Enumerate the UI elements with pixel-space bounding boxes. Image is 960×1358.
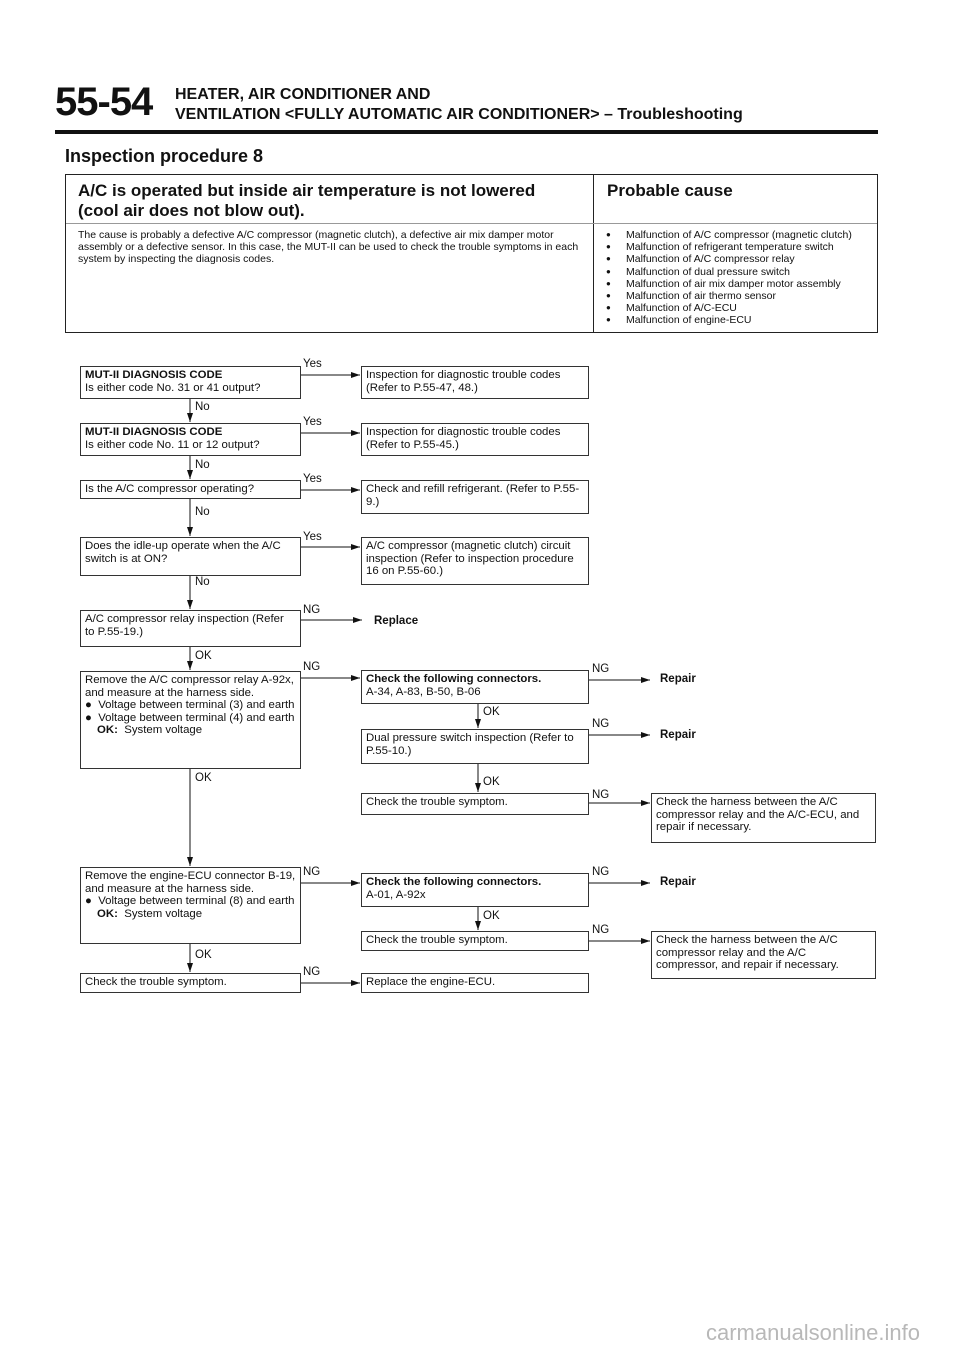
- dp-text: Dual pressure switch inspection (Refer to P.55-10.): [366, 732, 574, 757]
- dp-ng-action: Repair: [660, 729, 696, 741]
- q3-yes-action: [361, 480, 589, 514]
- c2-connector-check: [361, 873, 589, 907]
- q5-ok-label: OK: [195, 650, 212, 662]
- q1-yes-label: Yes: [303, 358, 322, 370]
- ts3-ng-text: Replace the engine-ECU.: [366, 976, 496, 988]
- q4-idle-up-check: [80, 537, 301, 576]
- c1-ok-label: OK: [483, 706, 500, 718]
- q3-no-label: No: [195, 506, 210, 518]
- cause-item: ● Malfunction of dual pressure switch: [606, 266, 876, 278]
- c1-connectors: A-34, A-83, B-50, B-06: [366, 685, 481, 698]
- q6-instruction: Remove the A/C compressor relay A-92x, and measure at the harness side.: [85, 674, 294, 699]
- watermark: carmanualsonline.info: [705, 1320, 920, 1345]
- c1-ng-action: Repair: [660, 673, 696, 685]
- cause-item: ● Malfunction of A/C-ECU: [606, 302, 876, 314]
- q6-ok-label: OK:: [97, 724, 118, 737]
- q3-question: Is the A/C compressor operating?: [85, 483, 255, 495]
- q3-yes-text: Check and refill refrigerant. (Refer to P.55-9.): [366, 483, 580, 508]
- cause-item: ● Malfunction of A/C compressor (magnetic clutch): [606, 229, 876, 241]
- ts3-ng-action: [361, 973, 589, 993]
- q3-yes-label: Yes: [303, 473, 322, 485]
- ts3-text: Check the trouble symptom.: [85, 976, 227, 988]
- q6-bullet-terminal-4: ● Voltage between terminal (4) and earth: [85, 711, 295, 724]
- q6-ok-condition: [85, 724, 296, 737]
- q1-yes-action: [361, 366, 589, 399]
- q1-title: MUT-II DIAGNOSIS CODE: [85, 369, 223, 381]
- q4-yes-label: Yes: [303, 531, 322, 543]
- q2-yes-label: Yes: [303, 416, 322, 428]
- q2-diagnosis-code-11-12: [80, 423, 301, 456]
- q6-bullet-terminal-3: ● Voltage between terminal (3) and earth: [85, 699, 295, 712]
- ts1-ng-text: Check the harness between the A/C compressor relay and the A/C-ECU, and repair if necessary.: [656, 796, 860, 834]
- ts1-ng-action: [651, 793, 876, 843]
- ts2-ng-action: [651, 931, 876, 979]
- q7-bullet-terminal-8: ● Voltage between terminal (8) and earth: [85, 895, 295, 908]
- c2-title: Check the following connectors.: [366, 876, 542, 888]
- q6-bullet1-text: Voltage between terminal (3) and earth: [98, 699, 295, 712]
- q4-question: Does the idle-up operate when the A/C switch is at ON?: [85, 540, 281, 565]
- q2-question: Is either code No. 11 or 12 output?: [85, 438, 260, 451]
- c1-ng-label: NG: [592, 663, 610, 675]
- page-header-line1: HEATER, AIR CONDITIONER AND: [175, 86, 431, 103]
- cause-item: ● Malfunction of A/C compressor relay: [606, 253, 876, 265]
- q5-ng-label: NG: [303, 604, 321, 616]
- c1-connector-check: [361, 670, 589, 704]
- c2-ng-label: NG: [592, 866, 610, 878]
- q7-engine-ecu-voltage-measure: [80, 867, 301, 944]
- ts2-ng-text: Check the harness between the A/C compressor relay and the A/C compressor, and repair if necessary.: [656, 934, 839, 972]
- cause-item: ● Malfunction of refrigerant temperature switch: [606, 241, 876, 253]
- q6-ok-value: System voltage: [124, 724, 203, 737]
- page-number: 55-54: [55, 80, 153, 124]
- q1-question: Is either code No. 31 or 41 output?: [85, 381, 261, 394]
- dp-ok-label: OK: [483, 776, 500, 788]
- c2-ok-label: OK: [483, 910, 500, 922]
- q2-no-label: No: [195, 459, 210, 471]
- c1-title: Check the following connectors.: [366, 673, 542, 685]
- ts2-trouble-symptom: [361, 931, 589, 951]
- q4-no-label: No: [195, 576, 210, 588]
- cause-item: ● Malfunction of engine-ECU: [606, 314, 876, 326]
- q7-bullet1-text: Voltage between terminal (8) and earth: [98, 895, 295, 908]
- q4-yes-action: [361, 537, 589, 585]
- q7-ok-condition: [85, 908, 296, 921]
- q6-bullet2-text: Voltage between terminal (4) and earth: [98, 711, 295, 724]
- page-header-line2: VENTILATION <FULLY AUTOMATIC AIR CONDITIONER> – Troubleshooting: [175, 106, 743, 123]
- symptom-description: The cause is probably a defective A/C compressor (magnetic clutch), a defective air mix damper motor assembly or a defective sensor. In this case, the MUT-II can be used to check the trouble symptoms in each system by inspecting the diagnosis codes.: [78, 229, 579, 266]
- q4-yes-text: A/C compressor (magnetic clutch) circuit inspection (Refer to inspection procedure 16 on P.55-60.): [366, 540, 574, 578]
- q7-ok-value: System voltage: [124, 907, 203, 920]
- probable-cause-title: Probable cause: [607, 181, 733, 200]
- q6-relay-voltage-measure: [80, 671, 301, 769]
- q6-ng-label: NG: [303, 661, 321, 673]
- ts2-ng-label: NG: [592, 924, 610, 936]
- q5-question: A/C compressor relay inspection (Refer to P.55-19.): [85, 613, 284, 638]
- q5-relay-inspection: [80, 610, 301, 647]
- section-title: Inspection procedure 8: [65, 146, 264, 166]
- dual-pressure-switch-inspection: [361, 729, 589, 764]
- q7-instruction: Remove the engine-ECU connector B-19, and measure at the harness side.: [85, 870, 296, 895]
- ts3-trouble-symptom: [80, 973, 301, 993]
- q7-ok-label: OK:: [97, 907, 118, 920]
- cause-item: ● Malfunction of air mix damper motor assembly: [606, 278, 876, 290]
- q2-yes-text: Inspection for diagnostic trouble codes (Refer to P.55-45.): [366, 426, 561, 451]
- q1-diagnosis-code-31-41: [80, 366, 301, 399]
- q2-title: MUT-II DIAGNOSIS CODE: [85, 426, 223, 438]
- dp-ng-label: NG: [592, 718, 610, 730]
- c2-ng-action: Repair: [660, 876, 696, 888]
- q6-ok-branch-label: OK: [195, 772, 212, 784]
- ts1-text: Check the trouble symptom.: [366, 796, 508, 808]
- q5-ng-action: Replace: [374, 615, 419, 627]
- c2-connectors: A-01, A-92x: [366, 888, 426, 901]
- cause-item: ● Malfunction of air thermo sensor: [606, 290, 876, 302]
- q3-compressor-operating: [80, 480, 301, 499]
- q1-no-label: No: [195, 401, 210, 413]
- symptom-title: A/C is operated but inside air temperature is not lowered (cool air does not blow out).: [78, 181, 536, 220]
- ts3-ng-label: NG: [303, 966, 321, 978]
- q7-ok-branch-label: OK: [195, 949, 212, 961]
- q1-yes-text: Inspection for diagnostic trouble codes (Refer to P.55-47, 48.): [366, 369, 561, 394]
- q7-ng-label: NG: [303, 866, 321, 878]
- ts1-ng-label: NG: [592, 789, 610, 801]
- ts1-trouble-symptom: [361, 793, 589, 815]
- q2-yes-action: [361, 423, 589, 456]
- ts2-text: Check the trouble symptom.: [366, 934, 508, 946]
